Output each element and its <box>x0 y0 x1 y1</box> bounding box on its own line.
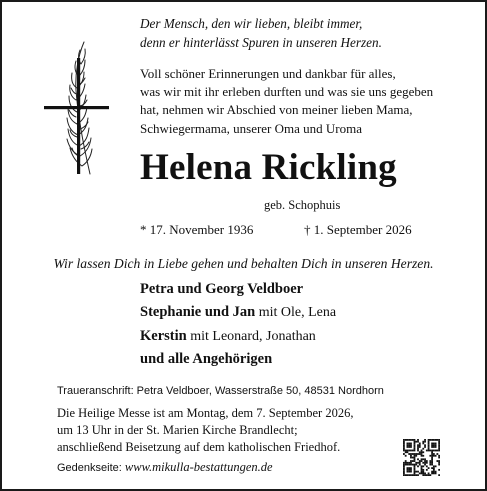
memorial-page <box>57 460 273 475</box>
death-date: † 1. September 2026 <box>304 222 412 237</box>
cross-with-palm-icon <box>42 38 122 178</box>
service-line: anschließend Beisetzung auf dem katholischen Friedhof. <box>57 440 341 454</box>
intro-line: hat, nehmen wir Abschied von meiner lieben Mama, <box>140 102 413 118</box>
service-line: Die Heilige Messe ist am Montag, dem 7. September 2026, <box>57 406 354 420</box>
birth-date: * 17. November 1936 <box>140 222 254 237</box>
mourner-names: und alle Angehörigen <box>140 350 273 367</box>
deceased-name: Helena Rickling <box>140 147 397 188</box>
intro-line: was wir mit ihr erleben durften und was sie uns gegeben <box>140 84 434 100</box>
motto-line: Wir lassen Dich in Liebe gehen und behalten Dich in unseren Herzen. <box>53 256 434 271</box>
mourner-extra: mit Ole, Lena <box>255 305 337 321</box>
quote-line: denn er hinterlässt Spuren in unseren Herzen. <box>140 35 382 50</box>
mourner-entry <box>140 325 336 348</box>
memorial-label: Gedenkseite: <box>57 462 122 474</box>
mourners-list <box>140 278 336 371</box>
mourner-names: Petra und Georg Veldboer <box>140 281 304 297</box>
qr-code-icon[interactable] <box>403 439 440 476</box>
service-line: um 13 Uhr in der St. Marien Kirche Brandlecht; <box>57 423 298 437</box>
intro-line: Schwiegermama, unserer Oma und Uroma <box>140 120 363 136</box>
intro-text <box>140 65 433 138</box>
memorial-link[interactable]: www.mikulla-bestattungen.de <box>124 460 273 474</box>
mourner-names: Stephanie und Jan <box>140 304 256 321</box>
mourner-entry <box>140 301 336 324</box>
opening-quote <box>140 14 382 52</box>
maiden-name: geb. Schophuis <box>264 198 341 212</box>
intro-line: Voll schöner Erinnerungen und dankbar für alles, <box>140 66 396 81</box>
service-info <box>57 405 353 456</box>
quote-line: Der Mensch, den wir lieben, bleibt immer, <box>140 16 363 31</box>
mourner-extra: mit Leonard, Jonathan <box>186 328 316 344</box>
mourner-entry <box>140 278 336 301</box>
mourner-entry <box>140 348 336 371</box>
mourning-address: Traueranschrift: Petra Veldboer, Wasserstraße 50, 48531 Nordhorn <box>57 385 384 397</box>
mourner-names: Kerstin <box>140 327 187 344</box>
